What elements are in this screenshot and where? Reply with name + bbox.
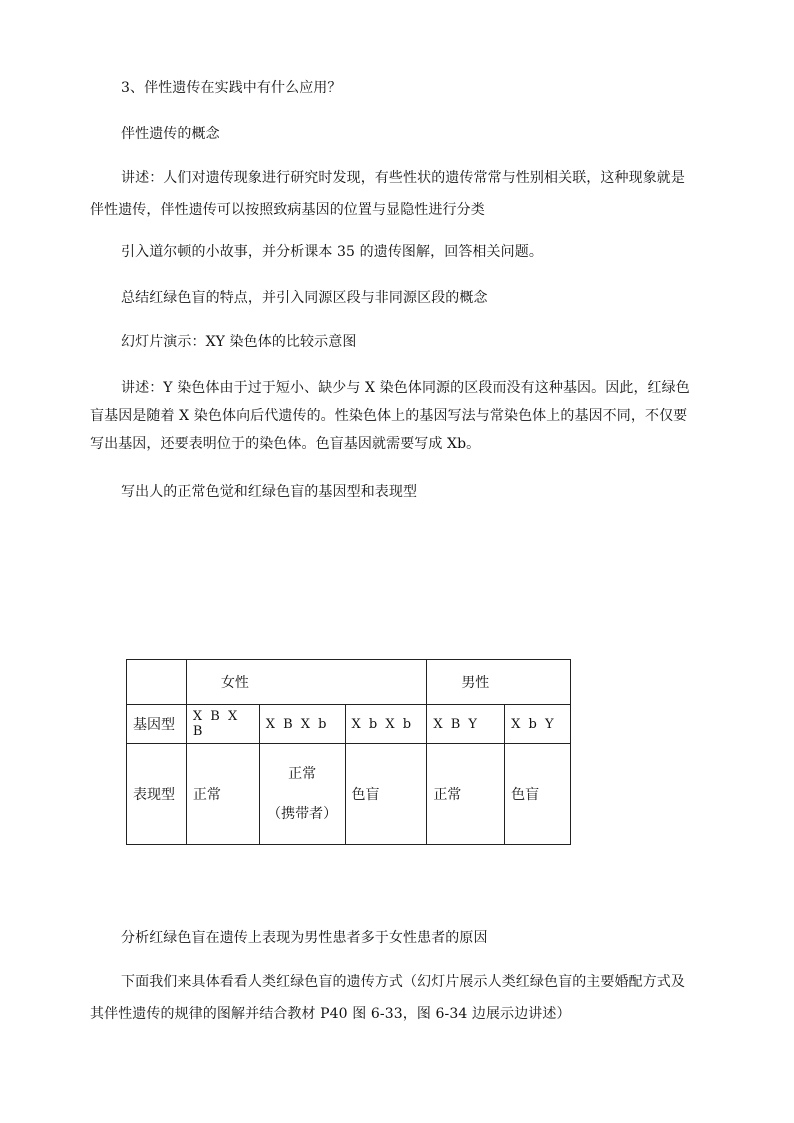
phenotype-cell: 正常 <box>427 744 505 845</box>
phenotype-cell: 正常 <box>186 744 259 845</box>
phenotype-value: 正常 <box>288 766 317 782</box>
table-header-row <box>127 660 571 705</box>
paragraph-summary: 总结红绿色盲的特点，并引入同源区段与非同源区段的概念 <box>121 290 488 306</box>
row-label-genotype: 基因型 <box>127 705 187 744</box>
genotype-cell: X B X B <box>186 705 259 744</box>
paragraph-lecture-y-chromosome: 讲述：Y 染色体由于过于短小、缺少与 X 染色体同源的区段而没有这种基因。因此，红绿色盲基因是随着 X 染色体向后代遗传的。性染色体上的基因写法与常染色体上的基因不同，不仅要写出基因，还要表明位于的染色体。色盲基因就需要写成 Xb。 <box>90 380 690 452</box>
carrier-note: （携带者） <box>267 806 338 822</box>
phenotype-cell-carrier <box>259 744 345 845</box>
phenotype-cell: 色盲 <box>345 744 427 845</box>
paragraph-slide-demo: 幻灯片演示：XY 染色体的比较示意图 <box>121 334 357 350</box>
table-row-genotype <box>127 705 571 744</box>
genotype-cell: X B X b <box>259 705 345 744</box>
paragraph-write-genotypes: 写出人的正常色觉和红绿色盲的基因型和表现型 <box>121 484 418 500</box>
paragraph-inheritance-pattern: 下面我们来具体看看人类红绿色盲的遗传方式（幻灯片展示人类红绿色盲的主要婚配方式及其伴性遗传的规律的图解并结合教材 P40 图 6-33，图 6-34 边展示边讲述） <box>90 974 685 1022</box>
genotype-cell: X b X b <box>345 705 427 744</box>
genotype-cell: X b Y <box>505 705 571 744</box>
paragraph-dalton-story: 引入道尔顿的小故事，并分析课本 35 的遗传图解，回答相关问题。 <box>121 244 543 260</box>
paragraph-lecture-intro: 讲述：人们对遗传现象进行研究时发现，有些性状的遗传常常与性别相关联，这种现象就是伴性遗传，伴性遗传可以按照致病基因的位置与显隐性进行分类 <box>90 170 685 218</box>
table-corner-cell <box>127 660 187 705</box>
genotype-cell: X B Y <box>427 705 505 744</box>
paragraph-question-3: 3、伴性遗传在实践中有什么应用？ <box>121 80 342 96</box>
genotype-phenotype-table <box>126 659 571 845</box>
header-female: 女性 <box>186 660 426 705</box>
row-label-phenotype: 表现型 <box>127 744 187 845</box>
header-male: 男性 <box>427 660 571 705</box>
paragraph-concept-heading: 伴性遗传的概念 <box>121 126 220 142</box>
table-row-phenotype <box>127 744 571 845</box>
phenotype-cell: 色盲 <box>505 744 571 845</box>
paragraph-analysis: 分析红绿色盲在遗传上表现为男性患者多于女性患者的原因 <box>121 930 488 946</box>
